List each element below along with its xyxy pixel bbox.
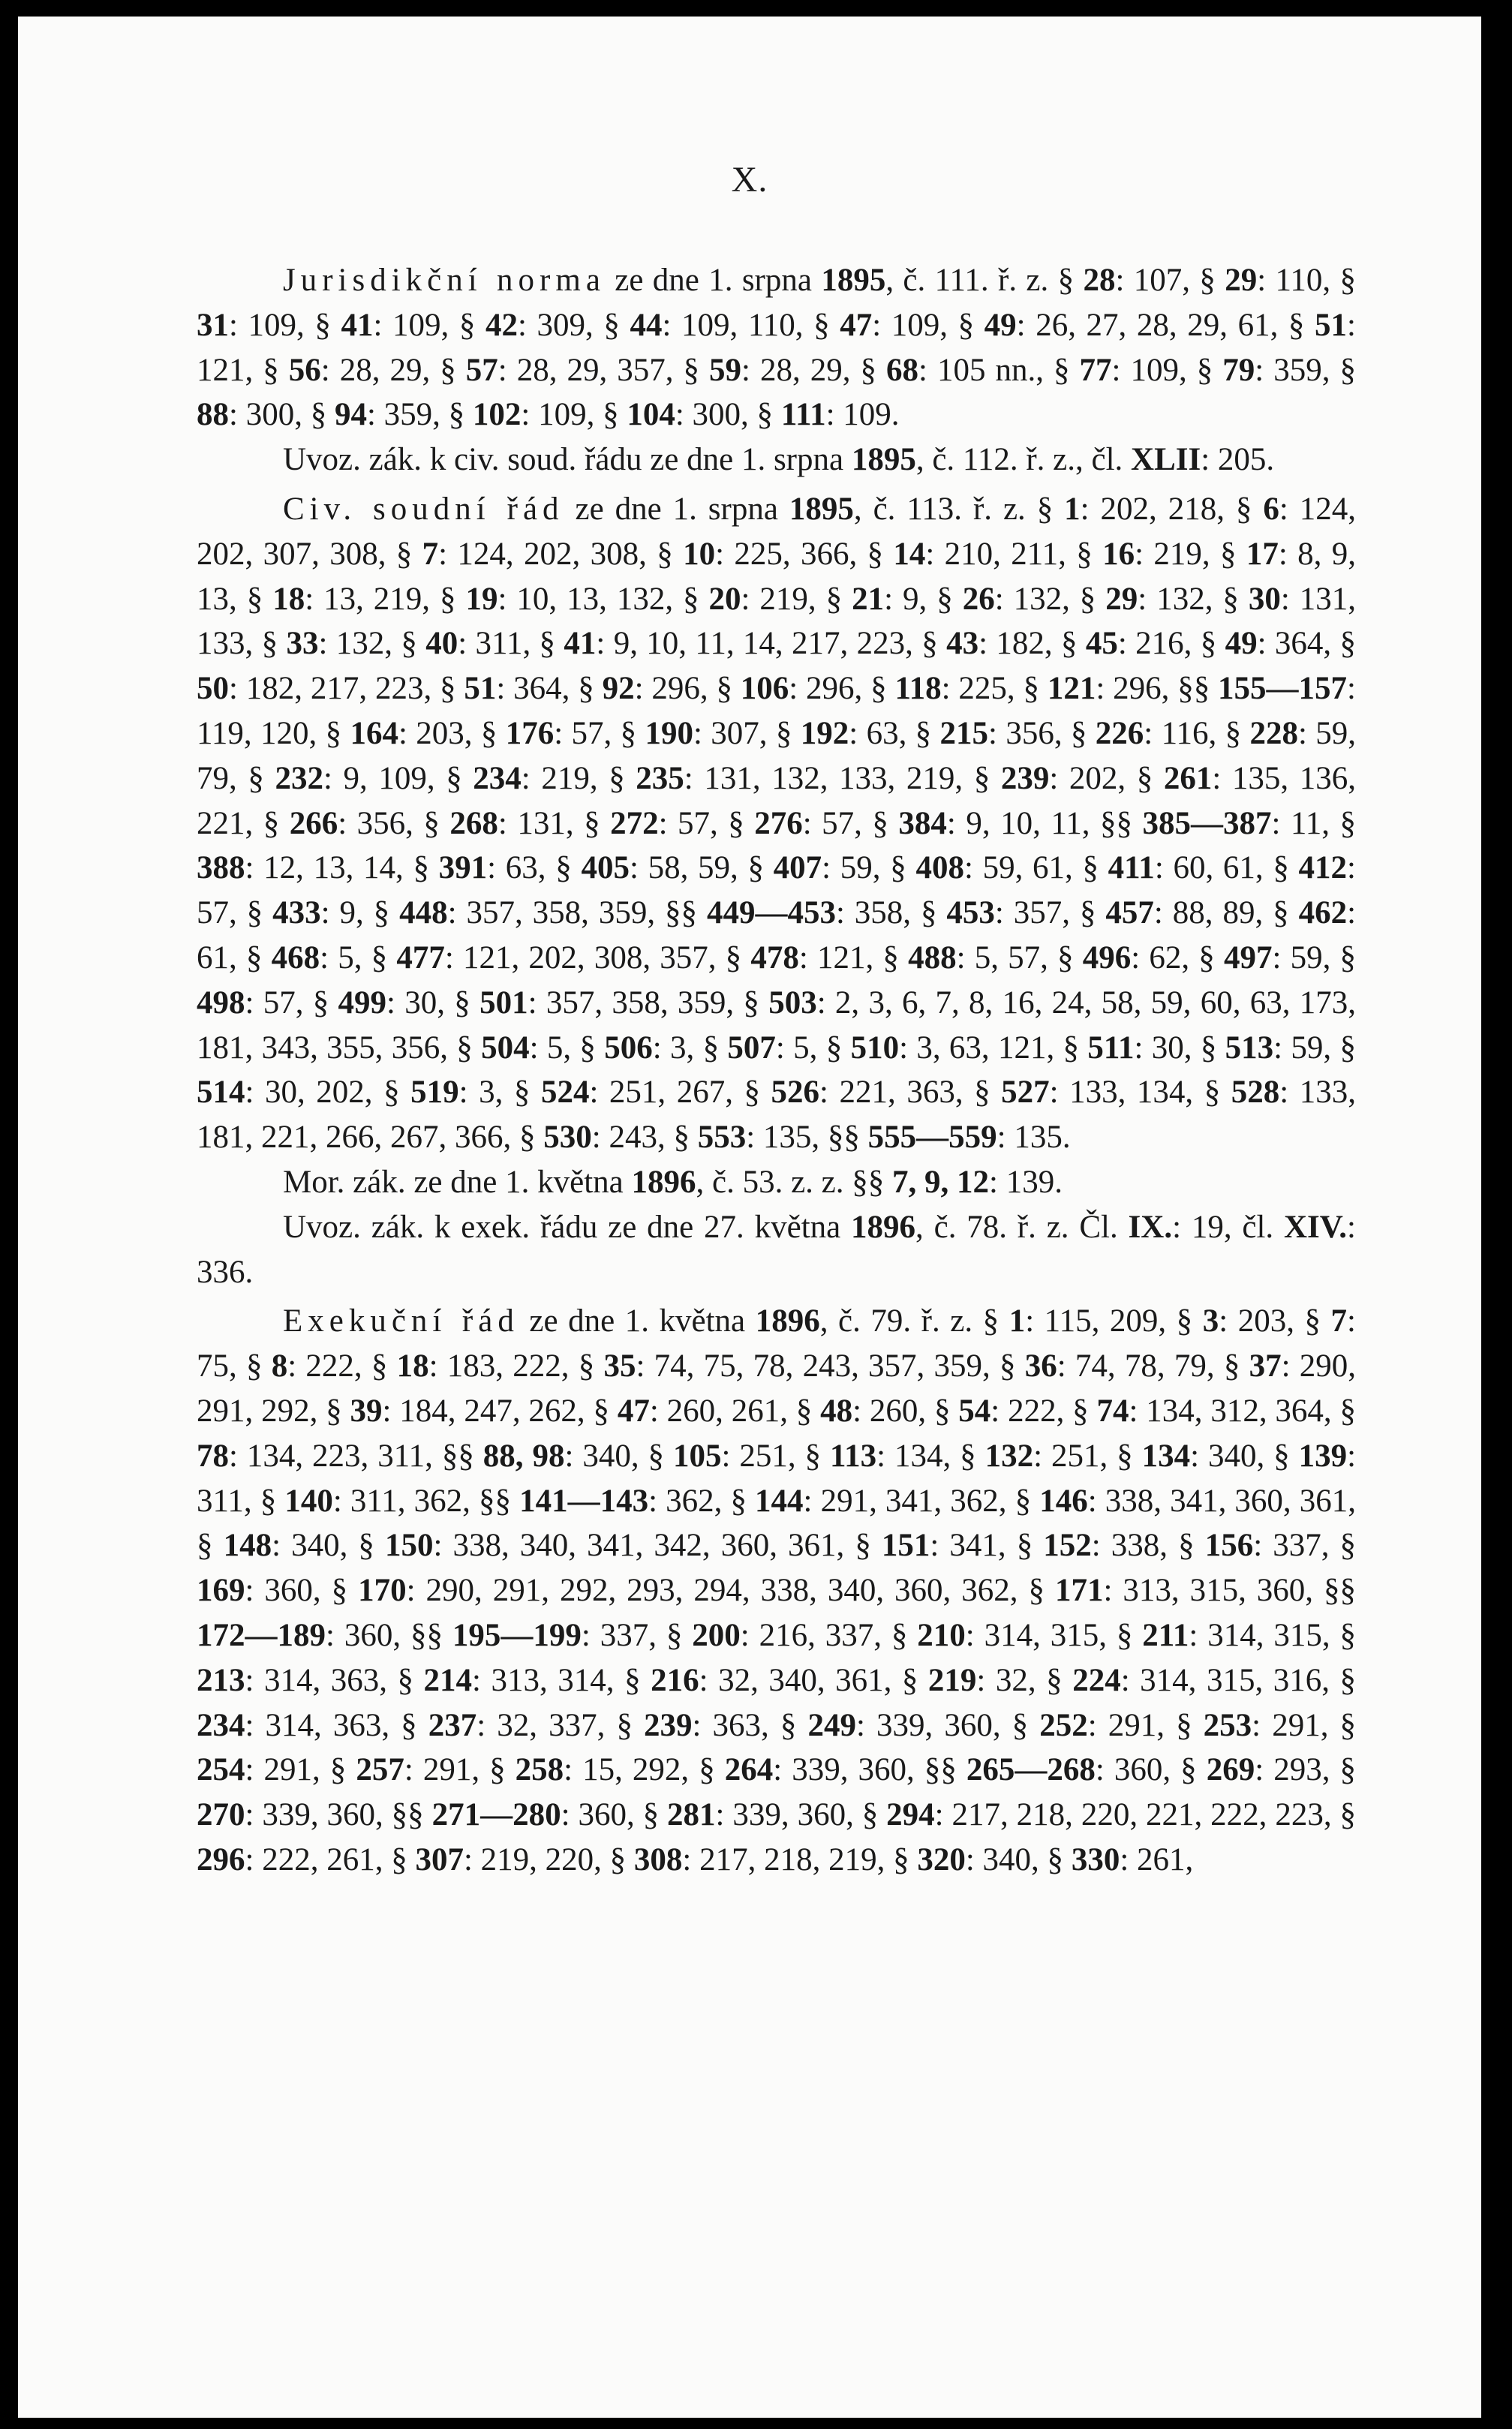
entry-title: Jurisdikční norma <box>283 263 606 298</box>
entry-body: Mor. zák. ze dne 1. května 1896, č. 53. z. z. §§ 7, 9, 12: 139. <box>283 1164 1063 1200</box>
entry-title: Civ. soudní řád <box>283 491 564 527</box>
book-page <box>18 17 1481 2418</box>
entry-body: ze dne 1. srpna 1895, č. 111. ř. z. § 28: 107, § 29: 110, § 31: 109, § 41: 109, § 42: 309, § 44: 109, 110, § 47: 109, § 49: 26, 27, 28, 29, 61, § 51: 121, § 56: 28, 29, § 57: 28, 29, 357, § 59: 28, 29, § 68: 105 nn., § 77: 109, § 79: 359, § 88: 300, § 94: 359, § 102: 109, § 104: 300, § 111: 109. <box>197 263 1357 433</box>
index-entry-civ-soudni-rad <box>197 487 1356 1160</box>
page-number: X. <box>731 160 768 200</box>
index-entry-jurisdikcni-norma <box>197 258 1356 437</box>
index-entry-uvoz-exek <box>197 1205 1356 1295</box>
index-entry-mor-zak <box>197 1160 1356 1205</box>
entry-title: Exekuční řád <box>283 1303 519 1339</box>
index-entry-exekucni-rad <box>197 1299 1356 1882</box>
index-entry-uvoz-civ <box>197 437 1356 482</box>
entry-body: Uvoz. zák. k exek. řádu ze dne 27. května 1896, č. 78. ř. z. Čl. IX.: 19, čl. XIV.: 336. <box>197 1209 1356 1290</box>
entry-body: Uvoz. zák. k civ. soud. řádu ze dne 1. srpna 1895, č. 112. ř. z., čl. XLII: 205. <box>283 442 1275 478</box>
index-text <box>197 258 1356 1883</box>
entry-body: ze dne 1. srpna 1895, č. 113. ř. z. § 1: 202, 218, § 6: 124, 202, 307, 308, § 7: 124, 202, 308, § 10: 225, 366, § 14: 210, 211, § 16: 219, § 17: 8, 9, 13, § 18: 13, 219, § 19: 10, 13, 132, § 20: 219, § 21: 9, § 26: 132, § 29: 132, § 30: 131, 133, § 33: 132, § 40: 311, § 41: 9, 10, 11, 14, 217, 223, § 43: 182, § 45: 216, § 49: 364, § 50: 182, 217, 223, § 51: 364, § 92: 296, § 106: 296, § 118: 225, § 121: 296, §§ 155—157: 119, 120, § 164: 203, § 176: 57, § 190: 307, § 192: 63, § 215: 356, § 226: 116, § 228: 59, 79, § 232: 9, 109, § 234: 219, § 235: 131, 132, 133, 219, § 239: 202, § 261: 135, 136, 221, § 266: 356, § 268: 131, § 272: 57, § 276: 57, § 384: 9, 10, 11, §§ 385—387: 11, § 388: 12, 13, 14, § 391: 63, § 405: 58, 59, § 407: 59, § 408: 59, 61, § 411: 60, 61, § 412: 57, § 433: 9, § 448: 357, 358, 359, §§ 449—453: 358, § 453: 357, § 457: 88, 89, § 462: 61, § 468: 5, § 477: 121, 202, 308, 357, § 478: 121, § 488: 5, 57, § 496: 62, § 497: 59, § 498: 57, § 499: 30, § 501: 357, 358, 359, § 503: 2, 3, 6, 7, 8, 16, 24, 58, 59, 60, 63, 173, 181, 343, 355, 356, § 504: 5, § 506: 3, § 507: 5, § 510: 3, 63, 121, § 511: 30, § 513: 59, § 514: 30, 202, § 519: 3, § 524: 251, 267, § 526: 221, 363, § 527: 133, 134, § 528: 133, 181, 221, 266, 267, 366, § 530: 243, § 553: 135, §§ 555—559: 135. <box>197 491 1357 1156</box>
entry-body: ze dne 1. května 1896, č. 79. ř. z. § 1: 115, 209, § 3: 203, § 7: 75, § 8: 222, § 18: 183, 222, § 35: 74, 75, 78, 243, 357, 359, § 36: 74, 78, 79, § 37: 290, 291, 292, § 39: 184, 247, 262, § 47: 260, 261, § 48: 260, § 54: 222, § 74: 134, 312, 364, § 78: 134, 223, 311, §§ 88, 98: 340, § 105: 251, § 113: 134, § 132: 251, § 134: 340, § 139: 311, § 140: 311, 362, §§ 141—143: 362, § 144: 291, 341, 362, § 146: 338, 341, 360, 361, § 148: 340, § 150: 338, 340, 341, 342, 360, 361, § 151: 341, § 152: 338, § 156: 337, § 169: 360, § 170: 290, 291, 292, 293, 294, 338, 340, 360, 362, § 171: 313, 315, 360, §§ 172—189: 360, §§ 195—199: 337, § 200: 216, 337, § 210: 314, 315, § 211: 314, 315, § 213: 314, 363, § 214: 313, 314, § 216: 32, 340, 361, § 219: 32, § 224: 314, 315, 316, § 234: 314, 363, § 237: 32, 337, § 239: 363, § 249: 339, 360, § 252: 291, § 253: 291, § 254: 291, § 257: 291, § 258: 15, 292, § 264: 339, 360, §§ 265—268: 360, § 269: 293, § 270: 339, 360, §§ 271—280: 360, § 281: 339, 360, § 294: 217, 218, 220, 221, 222, 223, § 296: 222, 261, § 307: 219, 220, § 308: 217, 218, 219, § 320: 340, § 330: 261, <box>197 1303 1357 1877</box>
